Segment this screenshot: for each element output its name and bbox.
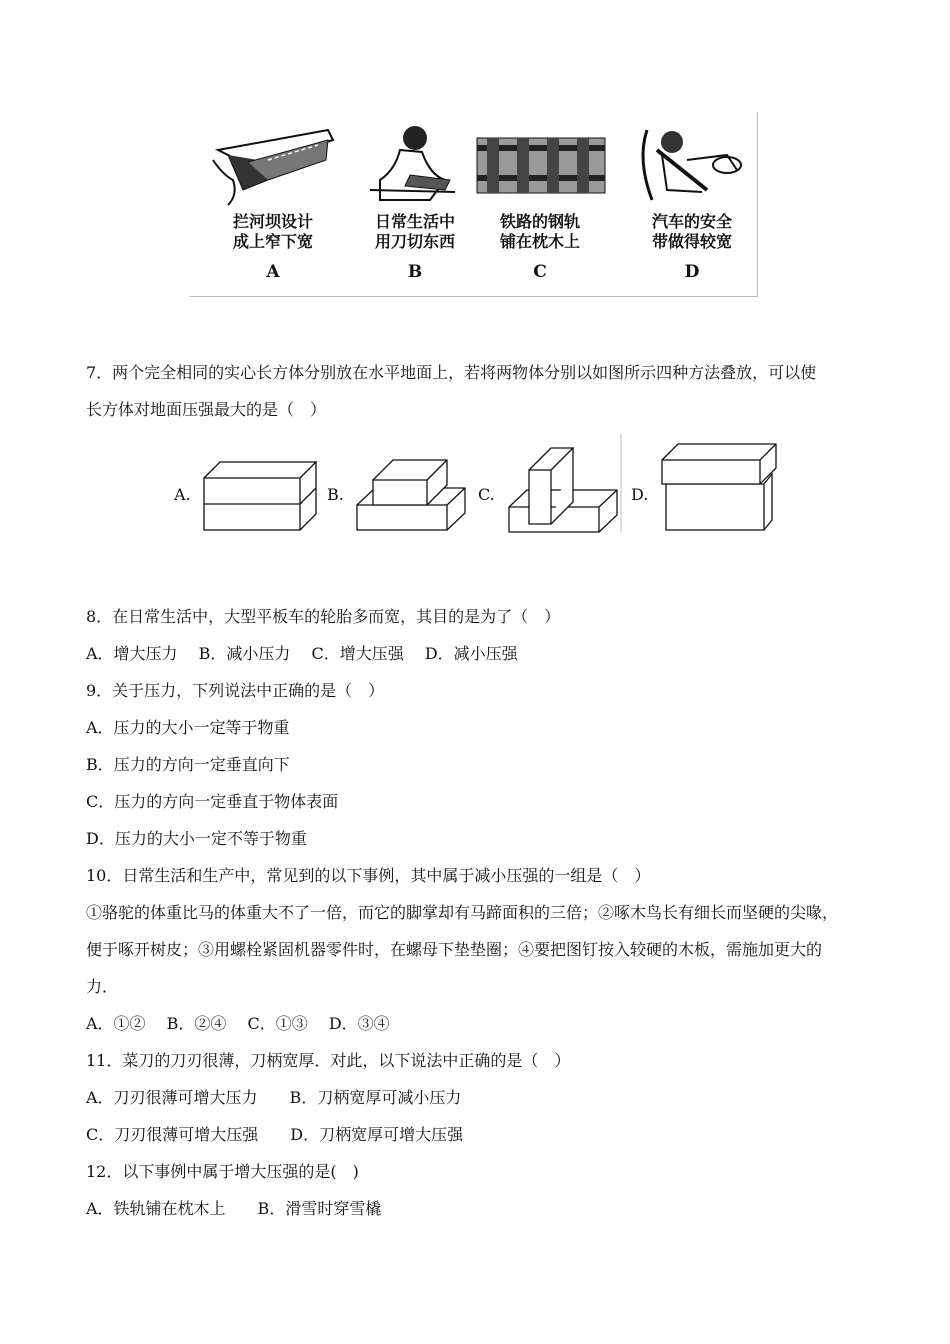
q9-option-d: D．压力的大小一定不等于物重: [86, 829, 307, 848]
caption-line-2: 铺在枕木上: [499, 232, 580, 251]
driver-seatbelt-drawing: [627, 120, 757, 210]
caption-line-2: 成上窄下宽: [232, 232, 313, 251]
q9-option-a: A．压力的大小一定等于物重: [86, 718, 290, 737]
rail-track-drawing: [475, 120, 610, 210]
example-figure-panel: [190, 112, 758, 297]
option-letter: C: [533, 262, 547, 282]
option-letter: B: [407, 262, 423, 282]
q7-stacking-figures: [170, 430, 790, 540]
caption-line-1: 铁路的钢轨: [499, 212, 580, 231]
caption-line-2: 用刀切东西: [374, 232, 455, 251]
q10-body-line-1: ①骆驼的体重比马的体重大不了一倍，而它的脚掌却有马蹄面积的三倍；②啄木鸟长有细长而坚硬的尖喙，: [86, 903, 839, 922]
option-b-label: B.: [327, 485, 344, 504]
option-c-label: C.: [478, 485, 495, 504]
q10-options: A．①② B．②④ C．①③ D．③④: [86, 1014, 390, 1033]
q9-stem: 9．关于压力，下列说法中正确的是（ ）: [86, 681, 385, 700]
knife-illustration: [350, 120, 480, 290]
seatbelt-illustration: [627, 120, 757, 290]
q9-option-c: C．压力的方向一定垂直于物体表面: [86, 792, 339, 811]
option-letter: A: [266, 262, 280, 282]
caption-line-2: 带做得较宽: [651, 232, 732, 251]
caption-line-1: 日常生活中: [374, 212, 455, 231]
stack-a-drawing: [202, 458, 322, 533]
caption-line-1: 拦河坝设计: [232, 212, 313, 231]
q12-stem: 12．以下事例中属于增大压强的是( ): [86, 1162, 359, 1181]
stack-b-drawing: [355, 455, 470, 533]
dam-drawing: [208, 120, 338, 210]
q11-stem: 11．菜刀的刀刃很薄，刀柄宽厚．对此，以下说法中正确的是（ ）: [86, 1051, 571, 1070]
q8-options: A．增大压力 B．减小压力 C．增大压强 D．减小压强: [86, 644, 518, 663]
q11-options-cd: C．刀刃很薄可增大压强 D．刀柄宽厚可增大压强: [86, 1125, 464, 1144]
caption-line-1: 汽车的安全: [651, 212, 732, 231]
option-d-label: D.: [631, 485, 649, 504]
stack-d-drawing: [660, 442, 778, 532]
option-letter: D: [684, 262, 700, 282]
q10-body-line-3: 力．: [86, 977, 119, 996]
stack-c-drawing: [505, 432, 625, 534]
q11-options-ab: A．刀刃很薄可增大压力 B．刀柄宽厚可减小压力: [86, 1088, 462, 1107]
q9-option-b: B．压力的方向一定垂直向下: [86, 755, 290, 774]
q8-stem: 8．在日常生活中，大型平板车的轮胎多而宽，其目的是为了（ ）: [86, 607, 561, 626]
dam-illustration: [208, 120, 338, 290]
q12-options-ab: A．铁轨铺在枕木上 B．滑雪时穿雪橇: [86, 1199, 382, 1218]
person-cutting-drawing: [350, 120, 480, 210]
option-a-label: A.: [174, 485, 191, 504]
q7-stem-line-2: 长方体对地面压强最大的是（ ）: [86, 400, 327, 419]
q10-body-line-2: 便于啄开树皮；③用螺栓紧固机器零件时，在螺母下垫垫圈；④要把图钉按入较硬的木板，需施加更大的: [86, 940, 823, 959]
railway-illustration: [475, 120, 605, 290]
q7-stem-line-1: 7．两个完全相同的实心长方体分别放在水平地面上，若将两物体分别以如图所示四种方法叠放，可以使: [86, 363, 817, 382]
q10-stem: 10．日常生活和生产中，常见到的以下事例，其中属于减小压强的一组是（ ）: [86, 866, 651, 885]
